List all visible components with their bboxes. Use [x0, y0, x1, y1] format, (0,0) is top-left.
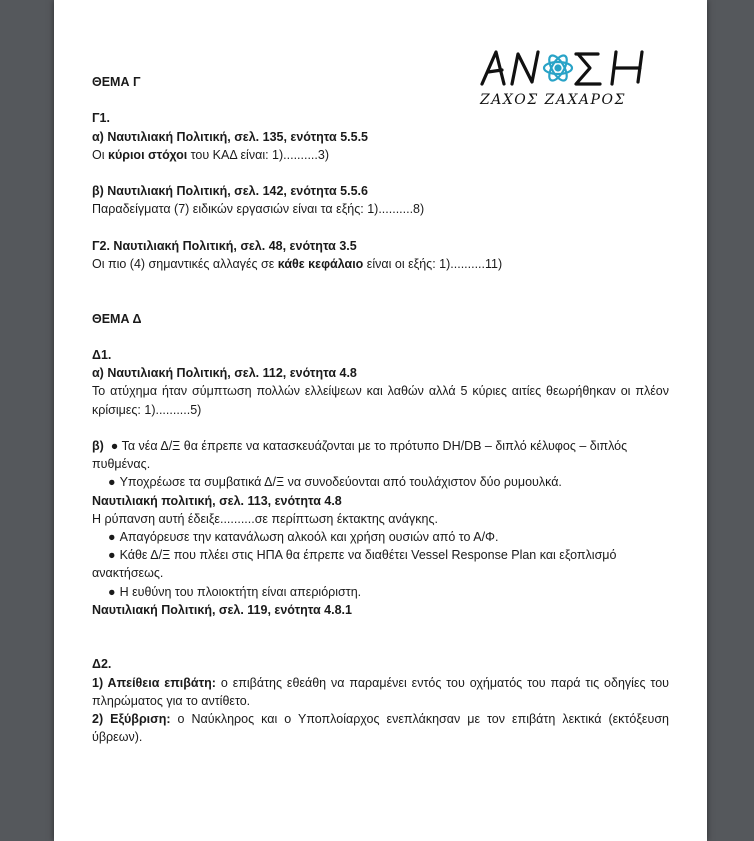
g1-label: Γ1.: [92, 111, 110, 126]
d1-b-bullet-4: ● Κάθε Δ/Ξ που πλέει στις ΗΠΑ θα έπρεπε να διαθέτει Vessel Response Plan και εξοπλισμό ανακτήσεως.: [92, 548, 617, 581]
d2-item-2: 2) Εξύβριση: ο Ναύκληρος και ο Υποπλοίαρχος ενεπλάκησαν με τον επιβάτη λεκτικά (εκτόξευση ύβρεων).: [92, 712, 669, 745]
g1-b-reference: β) Ναυτιλιακή Πολιτική, σελ. 142, ενότητα 5.5.6: [92, 184, 368, 199]
d1-b-bullet-1: β) ● Τα νέα Δ/Ξ θα έπρεπε να κατασκευάζονται με το πρότυπο DH/DB – διπλό κέλυφος – διπλός πυθμένας.: [92, 438, 628, 472]
d1-b-reference-1: Ναυτιλιακή πολιτική, σελ. 113, ενότητα 4.8: [92, 493, 342, 508]
theme-g-heading: ΘΕΜΑ Γ: [92, 75, 141, 89]
theme-d-heading: ΘΕΜΑ Δ: [92, 311, 142, 326]
g1-b-text: Παραδείγματα (7) ειδικών εργασιών είναι τα εξής: 1)..........8): [92, 202, 425, 217]
d1-label: Δ1.: [92, 347, 112, 362]
d1-a-text: Το ατύχημα ήταν σύμπτωση πολλών ελλείψεων και λαθών αλλά 5 κύριες αιτίες θεωρήθηκαν οι πλέον κρίσιμες: 1)..........5): [92, 384, 669, 417]
g1-a-text: Οι κύριοι στόχοι του ΚΑΔ είναι: 1)..........3): [92, 147, 329, 162]
g2-reference: Γ2. Ναυτιλιακή Πολιτική, σελ. 48, ενότητα 3.5: [92, 238, 357, 253]
d1-a-reference: α) Ναυτιλιακή Πολιτική, σελ. 112, ενότητα 4.8: [92, 366, 357, 381]
d1-b-bullet-5: ● Η ευθύνη του πλοιοκτήτη είναι απεριόριστη.: [108, 584, 362, 599]
document-body: [92, 73, 669, 746]
d1-b-reference-2: Ναυτιλιακή Πολιτική, σελ. 119, ενότητα 4.8.1: [92, 602, 352, 617]
g2-text: Οι πιο (4) σημαντικές αλλαγές σε κάθε κεφάλαιο είναι οι εξής: 1)..........11): [92, 256, 503, 271]
g1-a-reference: α) Ναυτιλιακή Πολιτική, σελ. 135, ενότητα 5.5.5: [92, 129, 368, 144]
logo-subtitle: ΖΑΧΟΣ ΖΑΧΑΡΟΣ: [480, 92, 626, 108]
d2-label: Δ2.: [92, 657, 112, 672]
document-page: [54, 0, 707, 841]
d1-b-text: Η ρύπανση αυτή έδειξε..........σε περίπτωση έκτακτης ανάγκης.: [92, 511, 438, 526]
d1-b-bullet-2: ● Υποχρέωσε τα συμβατικά Δ/Ξ να συνοδεύονται από τουλάχιστον δύο ρυμουλκά.: [108, 475, 562, 490]
d1-b-bullet-3: ● Απαγόρευσε την κατανάλωση αλκοόλ και χρήση ουσιών από το Α/Φ.: [108, 529, 499, 544]
d2-item-1: 1) Απείθεια επιβάτη: ο επιβάτης εθεάθη να παραμένει εντός του οχήματός του παρά τις οδηγίες του πληρώματος για το αντίθετο.: [92, 675, 669, 708]
